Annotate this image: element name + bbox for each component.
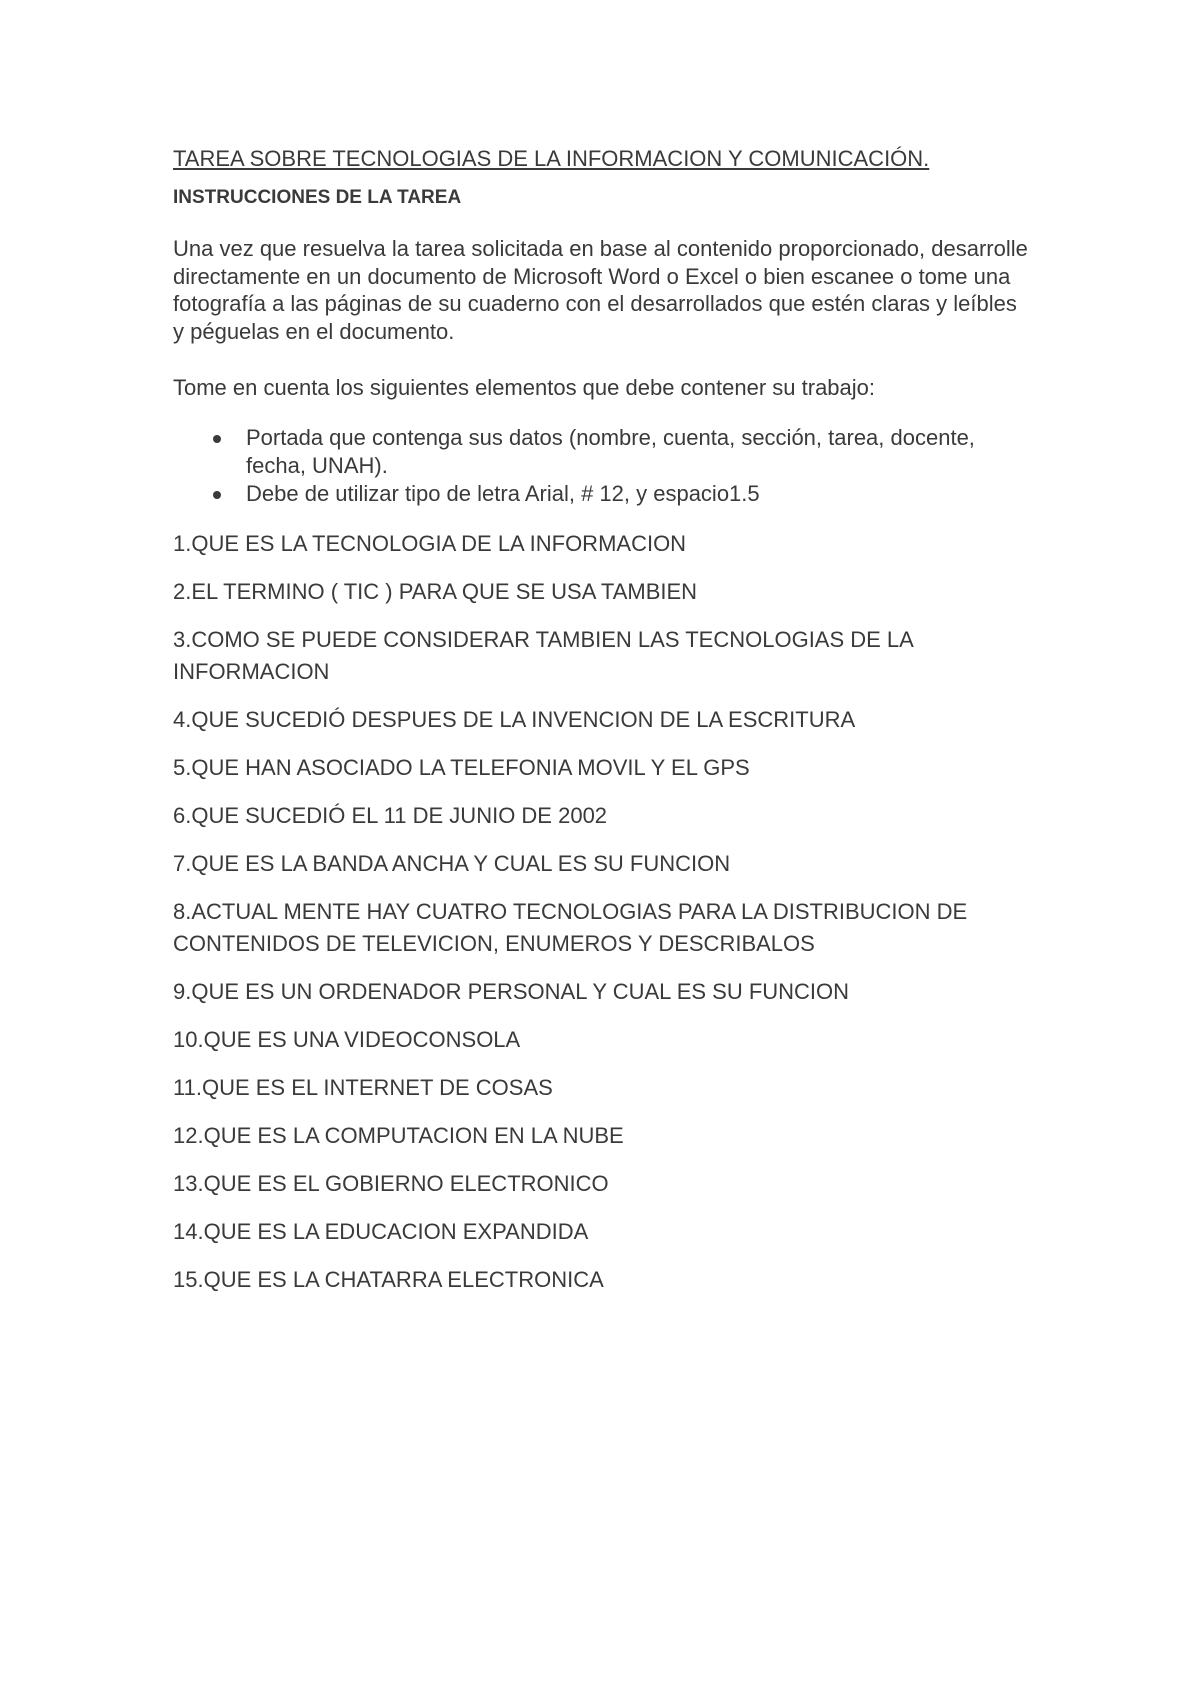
- question-item: 12.QUE ES LA COMPUTACION EN LA NUBE: [173, 1122, 624, 1148]
- question-item: 7.QUE ES LA BANDA ANCHA Y CUAL ES SU FUNCION: [173, 850, 731, 876]
- question-item: 15.QUE ES LA CHATARRA ELECTRONICA: [173, 1266, 604, 1292]
- bullet-icon: [213, 435, 221, 443]
- requirement-item: [173, 424, 986, 480]
- question-item: 5.QUE HAN ASOCIADO LA TELEFONIA MOVIL Y EL GPS: [173, 754, 750, 780]
- question-item: 11.QUE ES EL INTERNET DE COSAS: [173, 1074, 553, 1100]
- instructions-heading: INSTRUCCIONES DE LA TAREA: [173, 187, 462, 208]
- question-item: 14.QUE ES LA EDUCACION EXPANDIDA: [173, 1218, 589, 1244]
- question-item: 2.EL TERMINO ( TIC ) PARA QUE SE USA TAMBIEN: [173, 578, 698, 604]
- requirement-text: Portada que contenga sus datos (nombre, cuenta, sección, tarea, docente, fecha, UNAH).: [246, 424, 975, 478]
- question-item: 6.QUE SUCEDIÓ EL 11 DE JUNIO DE 2002: [173, 802, 608, 828]
- requirements-list: [173, 424, 1053, 508]
- question-item: 3.COMO SE PUEDE CONSIDERAR TAMBIEN LAS TECNOLOGIAS DE LA INFORMACION: [173, 626, 913, 684]
- question-item: 9.QUE ES UN ORDENADOR PERSONAL Y CUAL ES SU FUNCION: [173, 978, 850, 1004]
- elements-intro: Tome en cuenta los siguientes elementos que debe contener su trabajo:: [173, 375, 876, 400]
- document-title: TAREA SOBRE TECNOLOGIAS DE LA INFORMACION Y COMUNICACIÓN.: [173, 146, 930, 171]
- question-item: 10.QUE ES UNA VIDEOCONSOLA: [173, 1026, 521, 1052]
- requirement-text: Debe de utilizar tipo de letra Arial, # 12, y espacio1.5: [246, 480, 760, 506]
- question-item: 1.QUE ES LA TECNOLOGIA DE LA INFORMACION: [173, 530, 687, 556]
- question-item: 13.QUE ES EL GOBIERNO ELECTRONICO: [173, 1170, 609, 1196]
- intro-paragraph: Una vez que resuelva la tarea solicitada en base al contenido proporcionado, desarrolle directamente en un documento de Microsoft Word o Excel o bien escanee o tome una fotografía a las páginas de su cuaderno con el desarrollados que estén claras y leíbles y péguelas en el documento.: [173, 236, 1028, 344]
- bullet-icon: [213, 491, 221, 499]
- questions-list: [173, 528, 1053, 1296]
- document-page: [173, 146, 1053, 1312]
- question-item: 4.QUE SUCEDIÓ DESPUES DE LA INVENCION DE LA ESCRITURA: [173, 706, 856, 732]
- question-item: 8.ACTUAL MENTE HAY CUATRO TECNOLOGIAS PARA LA DISTRIBUCION DE CONTENIDOS DE TELEVICION, ENUMEROS Y DESCRIBALOS: [173, 898, 968, 956]
- requirement-item: [173, 480, 986, 508]
